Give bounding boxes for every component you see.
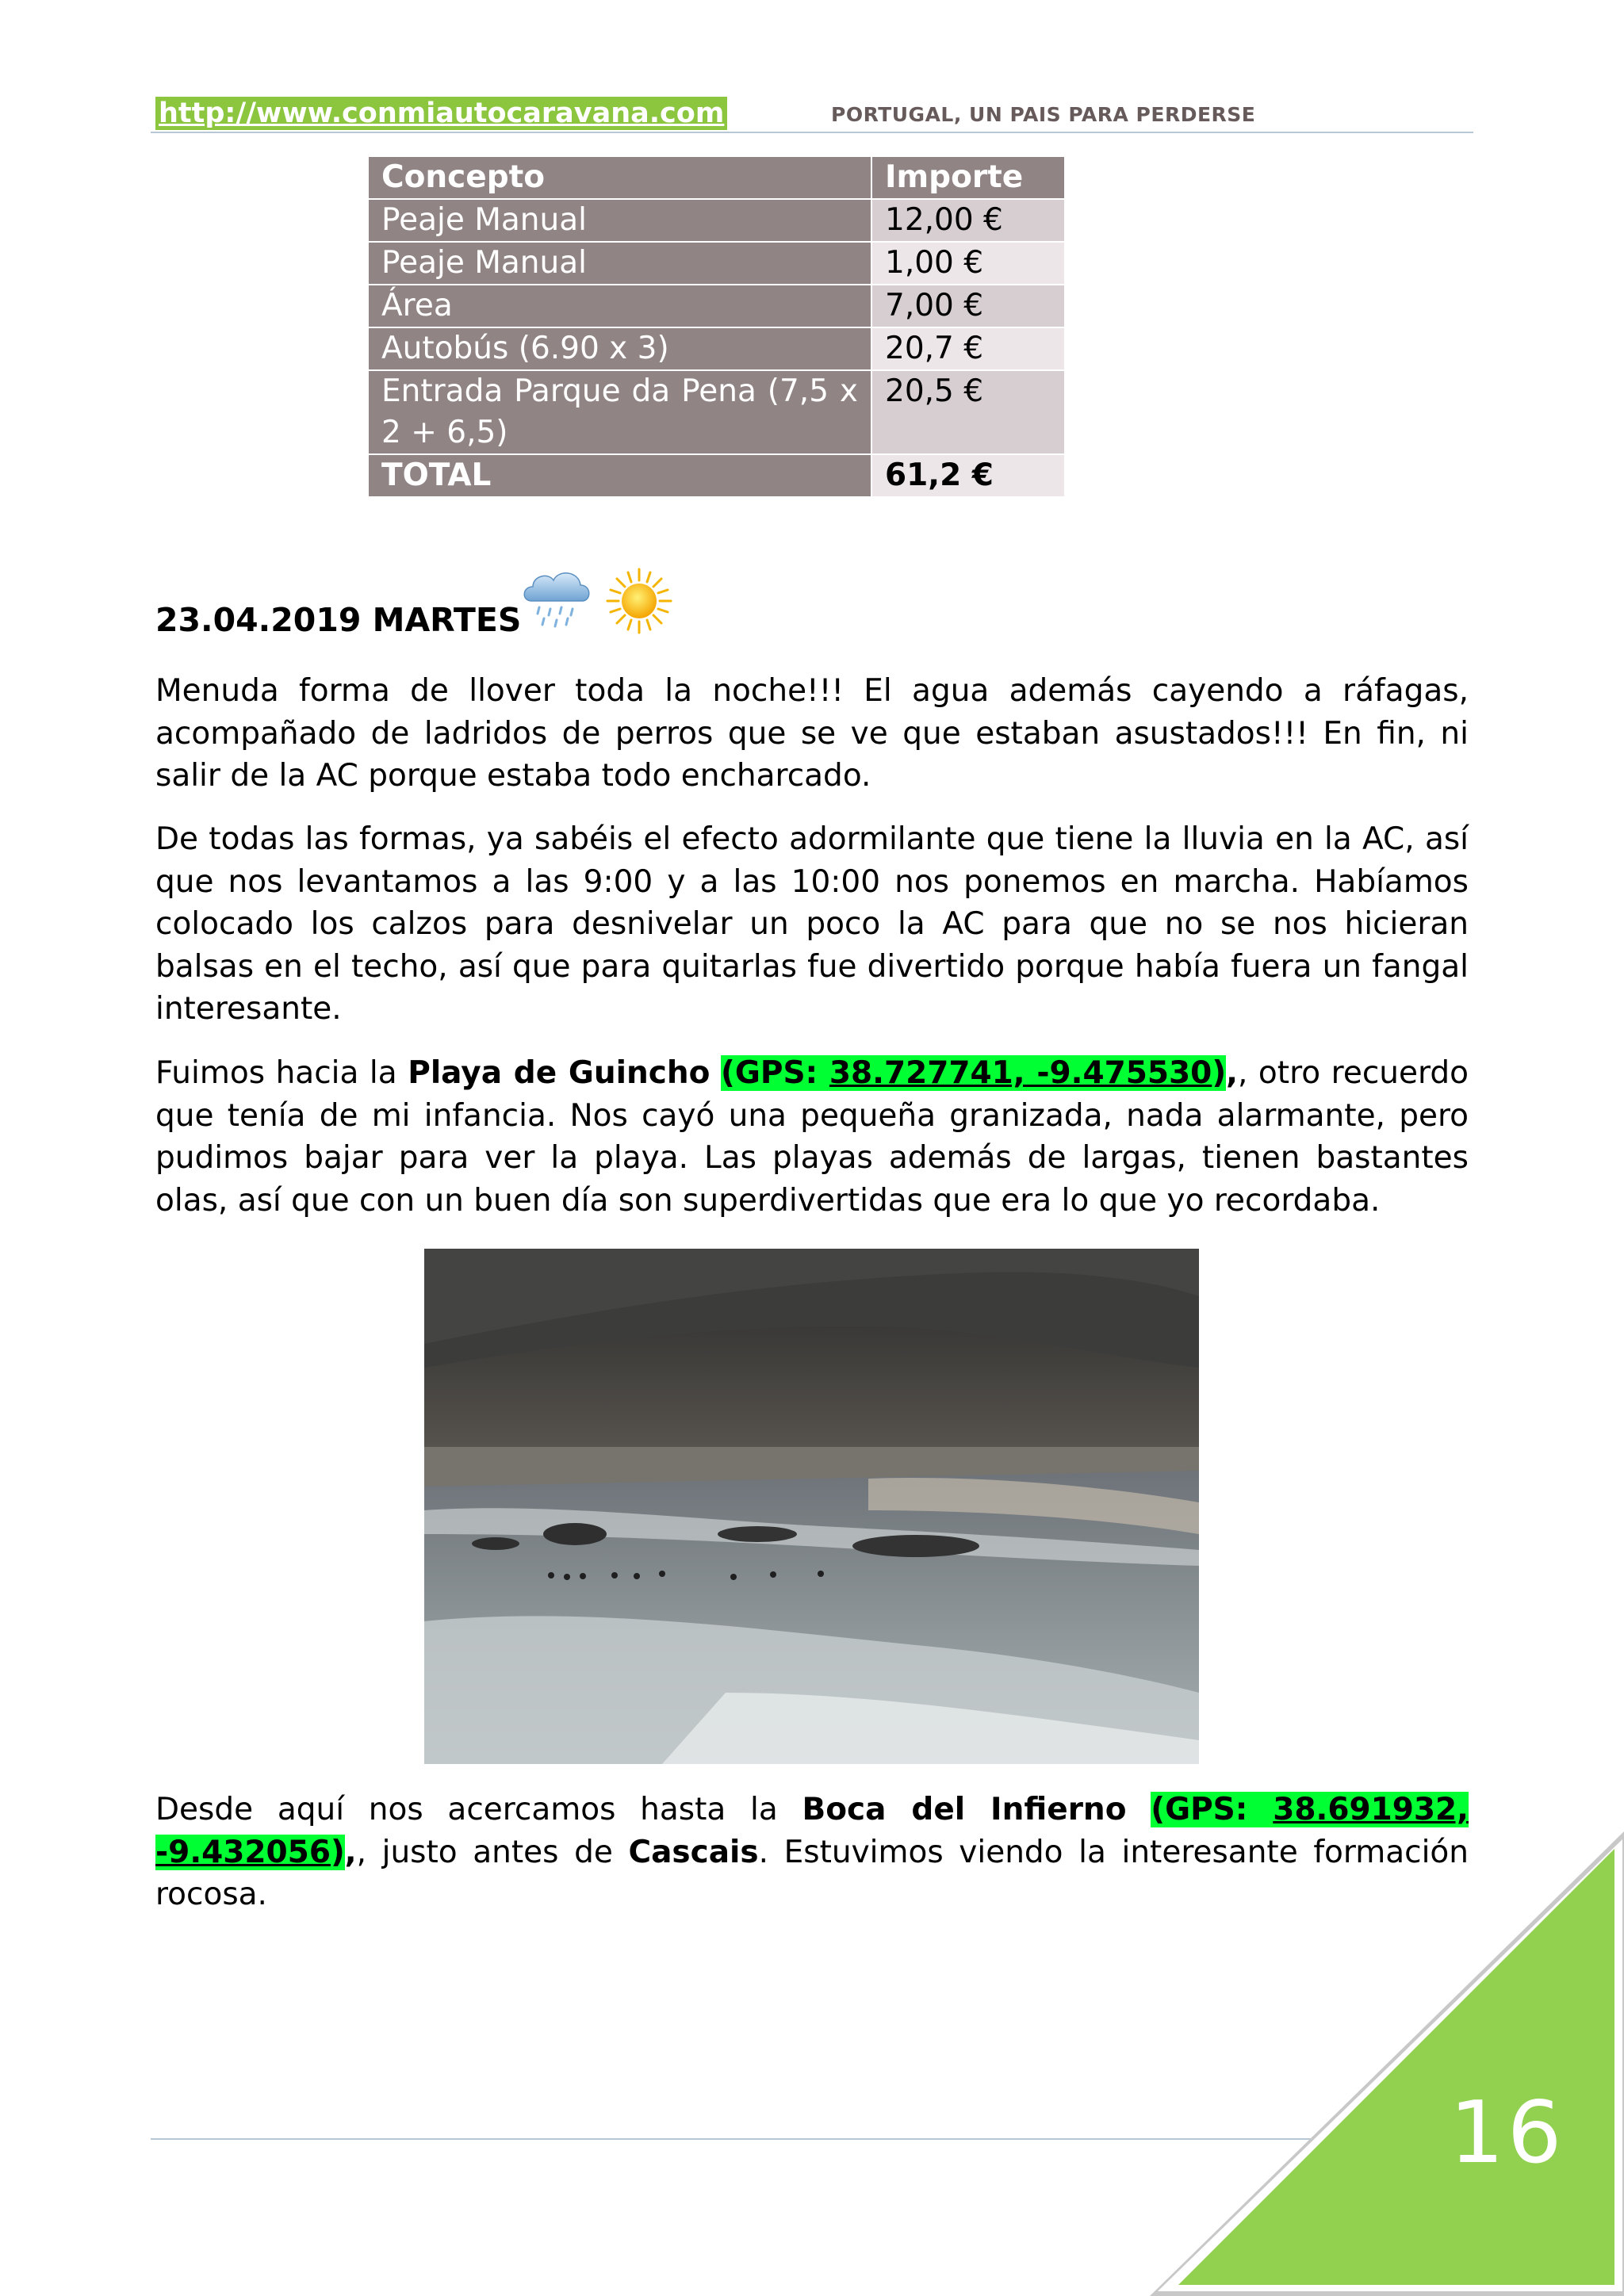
sun-icon [604, 566, 674, 636]
table-row [368, 199, 1065, 242]
concepto-cell: Área [368, 285, 871, 327]
importe-cell: 20,5 € [871, 370, 1065, 454]
header-divider [151, 132, 1473, 133]
table-total-row [368, 454, 1065, 497]
text-segment: Desde aquí nos acercamos hasta la [155, 1792, 802, 1827]
place-name-guincho: Playa de Guincho [408, 1055, 710, 1091]
gps-label: (GPS: [721, 1055, 829, 1091]
gps-link-guincho[interactable]: 38.727741, -9.475530 [829, 1055, 1212, 1091]
place-name-cascais: Cascais [628, 1834, 759, 1870]
gps-close: ) [1212, 1055, 1227, 1091]
concepto-cell: Peaje Manual [368, 242, 871, 285]
gps-label: (GPS: [1151, 1792, 1274, 1827]
document-header-title: PORTUGAL, UN PAIS PARA PERDERSE [831, 103, 1256, 126]
paragraph-1: Menuda forma de llover toda la noche!!! El agua además cayendo a ráfagas, acompañado de ladridos de perros que se ve que estaban asustados!!! En fin, ni salir de la AC porque estaba todo encharcado. [155, 673, 1469, 794]
concepto-cell: Peaje Manual [368, 199, 871, 242]
gps-link-boca-del-infierno[interactable]: 38.691932, -9.432056 [155, 1792, 1469, 1870]
text-segment: Fuimos hacia la [155, 1055, 408, 1091]
paragraph-3 [155, 1052, 1469, 1222]
place-name-boca-del-infierno: Boca del Infierno [802, 1792, 1127, 1827]
footer-divider [151, 2138, 1324, 2140]
page-corner-triangle [1150, 1831, 1624, 2296]
gps-close: ) [330, 1834, 345, 1870]
concepto-cell: Autobús (6.90 x 3) [368, 327, 871, 370]
column-header-importe: Importe [871, 156, 1065, 199]
beach-photo [424, 1249, 1199, 1764]
gps-highlight [721, 1055, 1226, 1091]
text-segment: . Estuvimos viendo la interesante formación rocosa. [155, 1834, 1469, 1912]
text-comma: , [344, 1834, 357, 1870]
date-heading: 23.04.2019 MARTES [155, 601, 522, 639]
text-segment: , otro recuerdo que tenía de mi infancia. Nos cayó una pequeña granizada, nada alarmante, pero pudimos bajar para ver la playa. Las playas además de largas, tienen bastantes olas, así que con un buen día son superdivertidas que era lo que yo recordaba. [155, 1055, 1469, 1219]
cost-table [367, 155, 1066, 498]
importe-cell: 20,7 € [871, 327, 1065, 370]
importe-cell: 1,00 € [871, 242, 1065, 285]
paragraph-2: De todas las formas, ya sabéis el efecto adormilante que tiene la lluvia en la AC, así que nos levantamos a las 9:00 y a las 10:00 nos ponemos en marcha. Habíamos colocado los calzos para desnivelar un poco la AC para que no se nos hicieran balsas en el techo, así que para quitarlas fue divertido porque había fuera un fangal interesante. [155, 821, 1469, 1027]
importe-cell: 7,00 € [871, 285, 1065, 327]
page-number: 16 [1450, 2084, 1565, 2183]
total-value-cell: 61,2 € [871, 454, 1065, 497]
text-segment: , justo antes de [356, 1834, 629, 1870]
table-row [368, 242, 1065, 285]
text-comma: , [1226, 1055, 1238, 1091]
total-label-cell: TOTAL [368, 454, 871, 497]
table-row [368, 370, 1065, 454]
table-row [368, 285, 1065, 327]
importe-cell: 12,00 € [871, 199, 1065, 242]
column-header-concepto: Concepto [368, 156, 871, 199]
table-header-row [368, 156, 1065, 199]
site-url-link[interactable]: http://www.conmiautocaravana.com [155, 97, 727, 130]
table-row [368, 327, 1065, 370]
rain-cloud-icon [520, 564, 593, 633]
concepto-cell: Entrada Parque da Pena (7,5 x 2 + 6,5) [368, 370, 871, 454]
